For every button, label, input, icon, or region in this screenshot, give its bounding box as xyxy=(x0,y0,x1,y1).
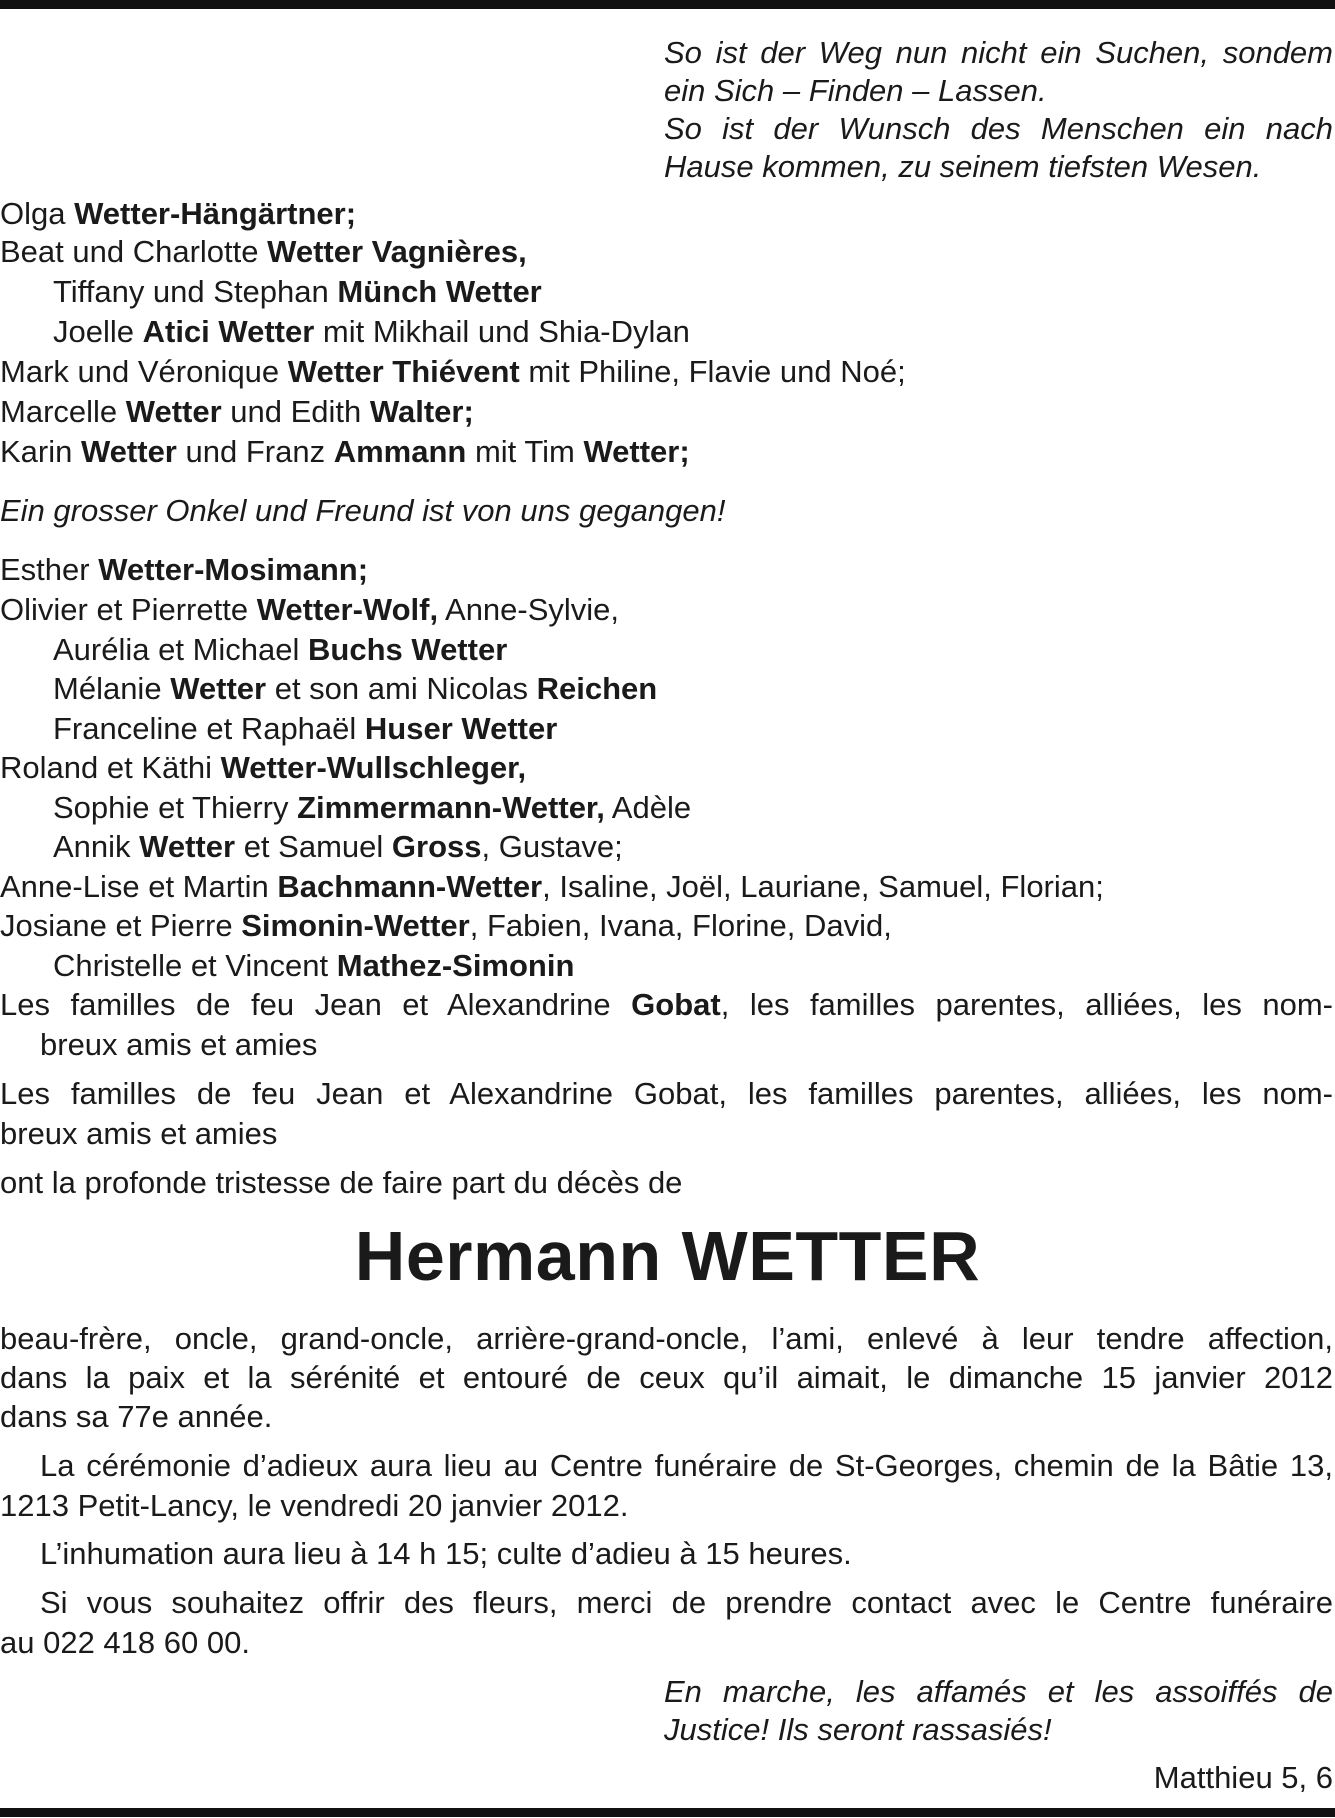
family-line: Les familles de feu Jean et Alexandrine Gobat, les familles parentes, alliées, les nom- xyxy=(0,987,1333,1022)
family-line: Marcelle Wetter und Edith Walter; xyxy=(0,394,474,429)
deceased-name: Hermann WETTER xyxy=(354,1217,981,1295)
family-line: Aurélia et Michael Buchs Wetter xyxy=(53,632,508,667)
family-line: Beat und Charlotte Wetter Vagnières, xyxy=(0,234,527,269)
family-line: Mélanie Wetter et son ami Nicolas Reichen xyxy=(53,671,658,706)
family-line: Olga Wetter-Hängärtner; xyxy=(0,196,357,231)
body-line: dans la paix et la sérénité et entouré de ceux qu’il aimait, le dimanche 15 janvier 2012 xyxy=(0,1360,1333,1395)
family-line: Tiffany und Stephan Münch Wetter xyxy=(53,274,542,309)
family-line: Franceline et Raphaël Huser Wetter xyxy=(53,711,558,746)
families-repeat-line: Les familles de feu Jean et Alexandrine Gobat, les familles parentes, alliées, les nom- xyxy=(0,1076,1333,1111)
family-line: Annik Wetter et Samuel Gross, Gustave; xyxy=(53,829,623,864)
epigraph-line: So ist der Weg nun nicht ein Suchen, sondem xyxy=(664,35,1333,70)
family-line: Joelle Atici Wetter mit Mikhail und Shia-Dylan xyxy=(53,314,690,349)
family-line: Anne-Lise et Martin Bachmann-Wetter, Isaline, Joël, Lauriane, Samuel, Florian; xyxy=(0,869,1104,904)
families-repeat-line: breux amis et amies xyxy=(0,1116,278,1151)
family-line: Esther Wetter-Mosimann; xyxy=(0,552,369,587)
family-line: Mark und Véronique Wetter Thiévent mit Philine, Flavie und Noé; xyxy=(0,354,906,389)
epigraph-top xyxy=(664,34,1333,186)
body-line: beau-frère, oncle, grand-oncle, arrière-grand-oncle, l’ami, enlevé à leur tendre affection, xyxy=(0,1321,1333,1356)
scripture-reference: Matthieu 5, 6 xyxy=(1153,1760,1333,1795)
body-line: Si vous souhaitez offrir des fleurs, merci de prendre contact avec le Centre funéraire xyxy=(40,1585,1333,1620)
epigraph-bottom xyxy=(664,1673,1333,1749)
body-line: dans sa 77e année. xyxy=(0,1399,273,1434)
body-line: au 022 418 60 00. xyxy=(0,1625,250,1660)
family-line: Josiane et Pierre Simonin-Wetter, Fabien, Ivana, Florine, David, xyxy=(0,908,892,943)
body-line: La cérémonie d’adieux aura lieu au Centre funéraire de St-Georges, chemin de la Bâtie 13, xyxy=(40,1448,1333,1483)
epigraph-line: Hause kommen, zu seinem tiefsten Wesen. xyxy=(664,149,1262,184)
bottom-border-rule xyxy=(0,1808,1335,1817)
epigraph-line: En marche, les affamés et les assoiffés de xyxy=(664,1674,1333,1709)
family-line: Karin Wetter und Franz Ammann mit Tim Wetter; xyxy=(0,434,690,469)
family-line: Olivier et Pierrette Wetter-Wolf, Anne-Sylvie, xyxy=(0,592,620,627)
body-line: L’inhumation aura lieu à 14 h 15; culte d’adieu à 15 heures. xyxy=(40,1536,852,1571)
family-line: Roland et Käthi Wetter-Wullschleger, xyxy=(0,750,527,785)
family-line: Christelle et Vincent Mathez-Simonin xyxy=(53,948,575,983)
epigraph-line: ein Sich – Finden – Lassen. xyxy=(664,73,1047,108)
german-message: Ein grosser Onkel und Freund ist von uns gegangen! xyxy=(0,493,726,528)
epigraph-line: Justice! Ils seront rassasiés! xyxy=(664,1712,1052,1747)
body-line: 1213 Petit-Lancy, le vendredi 20 janvier 2012. xyxy=(0,1488,629,1523)
epigraph-line: So ist der Wunsch des Menschen ein nach xyxy=(664,111,1333,146)
announcement: ont la profonde tristesse de faire part du décès de xyxy=(0,1165,683,1200)
family-line: Sophie et Thierry Zimmermann-Wetter, Adèle xyxy=(53,790,692,825)
family-line: breux amis et amies xyxy=(40,1027,318,1062)
